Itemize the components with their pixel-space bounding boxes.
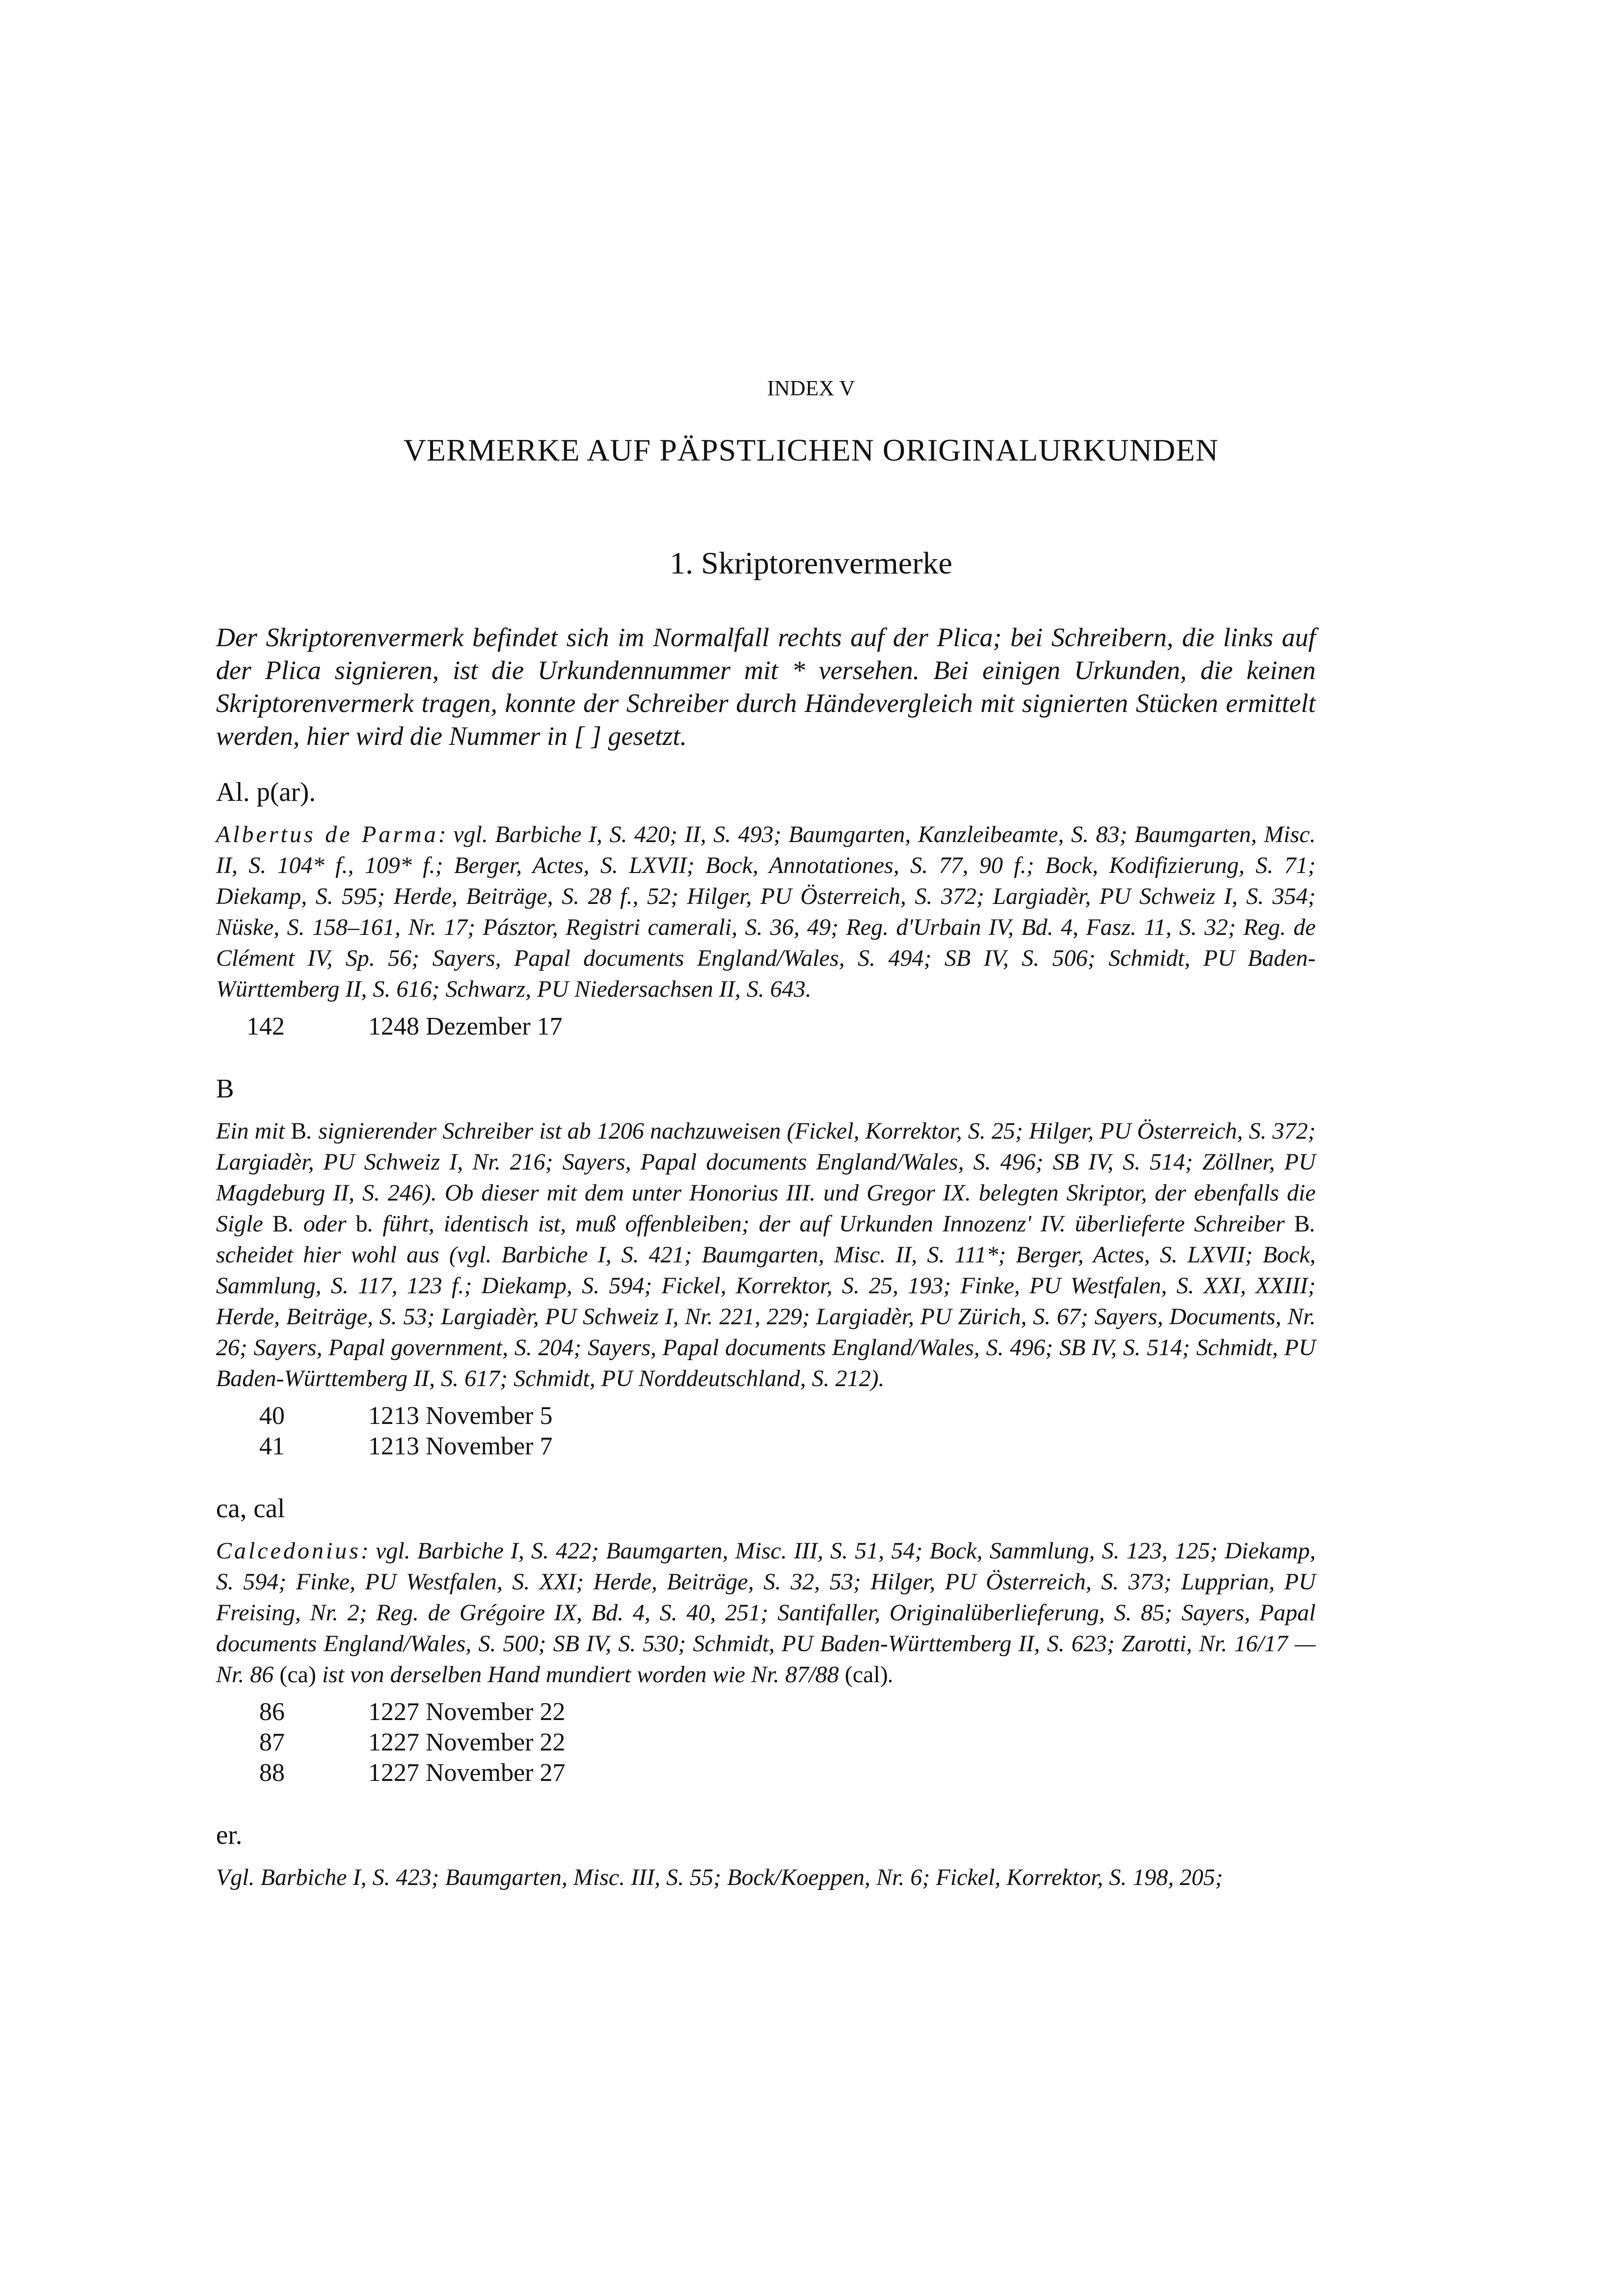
document-list <box>216 1011 1316 1042</box>
entry-references: Vgl. Barbiche I, S. 423; Baumgarten, Misc. III, S. 55; Bock/Koeppen, Nr. 6; Fickel, Korrektor, S. 198, 205; <box>216 1864 1223 1890</box>
sigle-mention: b <box>355 1211 368 1237</box>
entry-sigle: ca, cal <box>216 1493 285 1523</box>
reference-text: : vgl. Barbiche I, S. 420; II, S. 493; Baumgarten, Kanzleibeamte, S. 83; Baumgarten, Misc. II, S. 104* f., 109* f.; Berger, Actes, S. LXVII; Bock, Annotationes, S. 77, 90 f.; Bock, Kodifizierung, S. 71; Diekamp, S. 595; Herde, Beiträge, S. 28 f., 52; Hilger, PU Österreich, S. 372; Largiadèr, PU Schweiz I, S. 354; Nüske, S. 158–161, Nr. 17; Pásztor, Registri camerali, S. 36, 49; Reg. d'Urbain IV, Bd. 4, Fasz. 11, S. 32; Reg. de Clément IV, Sp. 56; Sayers, Papal documents England/Wales, S. 494; SB IV, S. 506; Schmidt, PU Baden-Württemberg II, S. 616; Schwarz, PU Niedersachsen II, S. 643. <box>216 821 1316 1002</box>
index-entry-ca-cal <box>216 1491 1316 1788</box>
reference-text: . oder <box>288 1211 356 1237</box>
document-number: 40 <box>259 1402 285 1430</box>
reference-text: . <box>888 1662 894 1688</box>
document-number: 88 <box>259 1759 285 1787</box>
entry-references <box>216 1535 1316 1690</box>
document-date: 1213 November 7 <box>368 1432 553 1460</box>
sigle-mention: (ca) <box>279 1662 316 1688</box>
document-number: 87 <box>259 1728 285 1756</box>
document-date: 1248 Dezember 17 <box>368 1012 563 1040</box>
index-entry-al-par <box>216 775 1316 1042</box>
reference-text: ist von derselben Hand mundiert worden wie Nr. 87/88 <box>316 1662 845 1688</box>
document-number: 41 <box>259 1432 285 1460</box>
document-list <box>216 1697 1316 1788</box>
document-date: 1213 November 5 <box>368 1402 553 1430</box>
entry-references <box>216 819 1316 1005</box>
entry-references <box>216 1116 1316 1394</box>
document-row <box>216 1697 1316 1727</box>
document-row <box>216 1011 1316 1042</box>
sigle-mention: (cal) <box>844 1662 888 1688</box>
scribe-name: Calcedonius <box>216 1538 361 1564</box>
document-number: 142 <box>246 1012 285 1040</box>
document-list <box>216 1401 1316 1462</box>
entry-sigle: er. <box>216 1820 243 1850</box>
sigle-mention: B <box>1294 1211 1310 1237</box>
section-title: 1. Skriptorenvermerke <box>670 546 952 580</box>
document-row <box>216 1401 1316 1431</box>
intro-paragraph: Der Skriptorenvermerk befindet sich im Normalfall rechts auf der Plica; bei Schreibern, die links auf der Plica signieren, ist die Urkundennummer mit * versehen. Bei einigen Urkunden, die keinen Skriptorenvermerk tragen, konnte der Schreiber durch Händevergleich mit signierten Stücken ermittelt werden, hier wird die Nummer in [ ] gesetzt. <box>216 623 1316 751</box>
reference-text: . signierender Schreiber ist ab 1206 nachzuweisen (Fickel, Korrektor, S. 25; Hilger, PU Österreich, S. 372; Largiadèr, PU Schweiz I, Nr. 216; Sayers, Papal documents England/Wales, S. 496; SB IV, S. 514; Zöllner, PU Magdeburg II, S. 246). Ob dieser mit dem unter Honorius III. und Gregor IX. belegten Skriptor, der ebenfalls die Sigle <box>216 1118 1316 1237</box>
document-row <box>216 1727 1316 1758</box>
page-title: VERMERKE AUF PÄPSTLICHEN ORIGINALURKUNDEN <box>403 433 1219 467</box>
document-date: 1227 November 27 <box>368 1759 566 1787</box>
body-text <box>216 621 1316 1900</box>
document-row <box>216 1431 1316 1462</box>
document-row <box>216 1758 1316 1788</box>
index-entry-b <box>216 1071 1316 1462</box>
running-head: INDEX V <box>767 376 855 400</box>
reference-text: Ein mit <box>216 1118 291 1144</box>
sigle-mention: B <box>291 1118 307 1144</box>
index-entry-er <box>216 1818 1316 1893</box>
document-date: 1227 November 22 <box>368 1728 566 1756</box>
entry-sigle: B <box>216 1073 234 1103</box>
sigle-mention: B <box>272 1211 288 1237</box>
scribe-name: Albertus de Parma <box>216 821 438 847</box>
reference-text: . führt, identisch ist, muß offenbleiben; der auf Urkunden Innozenz' IV. überlieferte Schreiber <box>367 1211 1294 1237</box>
entry-sigle: Al. p(ar). <box>216 777 316 807</box>
document-date: 1227 November 22 <box>368 1698 566 1726</box>
reference-text: . scheidet hier wohl aus (vgl. Barbiche I, S. 421; Baumgarten, Misc. II, S. 111*; Berger, Actes, S. LXVII; Bock, Sammlung, S. 117, 123 f.; Diekamp, S. 594; Fickel, Korrektor, S. 25, 193; Finke, PU Westfalen, S. XXI, XXIII; Herde, Beiträge, S. 53; Largiadèr, PU Schweiz I, Nr. 221, 229; Largiadèr, PU Zürich, S. 67; Sayers, Documents, Nr. 26; Sayers, Papal government, S. 204; Sayers, Papal documents England/Wales, S. 496; SB IV, S. 514; Schmidt, PU Baden-Württemberg II, S. 617; Schmidt, PU Norddeutschland, S. 212). <box>216 1211 1316 1392</box>
reference-text: : vgl. Barbiche I, S. 422; Baumgarten, Misc. III, S. 51, 54; Bock, Sammlung, S. 123, 125; Diekamp, S. 594; Finke, PU Westfalen, S. XXI; Herde, Beiträge, S. 32, 53; Hilger, PU Österreich, S. 373; Lupprian, PU Freising, Nr. 2; Reg. de Grégoire IX, Bd. 4, S. 40, 251; Santifaller, Originalüberlieferung, S. 85; Sayers, Papal documents England/Wales, S. 500; SB IV, S. 530; Schmidt, PU Baden-Württemberg II, S. 623; Zarotti, Nr. 16/17 — Nr. 86 <box>216 1538 1316 1688</box>
document-number: 86 <box>259 1698 285 1726</box>
